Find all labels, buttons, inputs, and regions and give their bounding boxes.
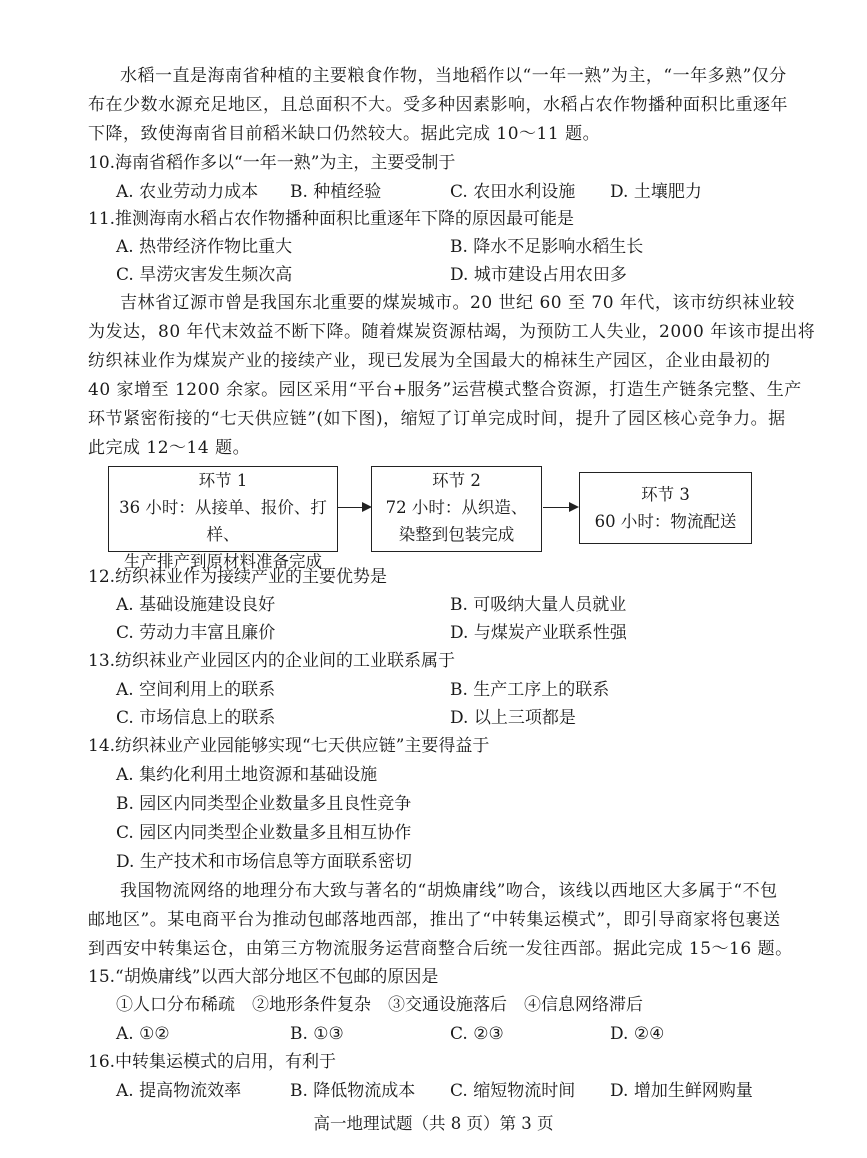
passage-line: 吉林省辽源市曾是我国东北重要的煤炭城市。20 世纪 60 至 70 年代，该市纺织袜业较 (120, 293, 795, 313)
option-b[interactable]: B. 可吸纳大量人员就业 (450, 595, 627, 615)
step-1-title: 环节 1 (198, 471, 248, 490)
step-3-title: 环节 3 (641, 485, 690, 504)
arrow-icon (338, 507, 370, 508)
option-c[interactable]: C. 园区内同类型企业数量多且相互协作 (116, 823, 412, 843)
option-d[interactable]: D. 以上三项都是 (450, 708, 576, 728)
arrow-icon (543, 507, 577, 508)
option-d[interactable]: D. 与煤炭产业联系性强 (450, 623, 627, 643)
option-b[interactable]: B. 种植经验 (290, 182, 382, 202)
question-stem: 16.中转集运模式的启用，有利于 (88, 1052, 337, 1072)
option-c[interactable]: C. 劳动力丰富且廉价 (116, 623, 276, 643)
option-d[interactable]: D. 生产技术和市场信息等方面联系密切 (116, 852, 412, 872)
option-a[interactable]: A. 农业劳动力成本 (116, 182, 259, 202)
option-a[interactable]: A. 集约化利用土地资源和基础设施 (116, 765, 378, 785)
question-stem: 15.“胡焕庸线”以西大部分地区不包邮的原因是 (88, 967, 439, 987)
question-stem: 12.纺织袜业作为接续产业的主要优势是 (88, 567, 388, 587)
question-items: ①人口分布稀疏 ②地形条件复杂 ③交通设施落后 ④信息网络滞后 (116, 995, 643, 1015)
option-b[interactable]: B. 生产工序上的联系 (450, 680, 610, 700)
page-footer: 高一地理试题（共 8 页）第 3 页 (313, 1114, 554, 1133)
option-d[interactable]: D. ②④ (610, 1024, 665, 1044)
option-d[interactable]: D. 土壤肥力 (610, 182, 702, 202)
passage-line: 纺织袜业作为煤炭产业的接续产业，现已发展为全国最大的棉袜生产园区，企业由最初的 (88, 351, 771, 371)
option-a[interactable]: A. 基础设施建设良好 (116, 595, 276, 615)
question-stem: 11.推测海南水稻占农作物播种面积比重逐年下降的原因最可能是 (88, 209, 575, 229)
passage-line: 环节紧密衔接的“七天供应链”(如下图)，缩短了订单完成时间，提升了园区核心竞争力。据 (88, 409, 786, 429)
passage-line: 布在少数水源充足地区，且总面积不大。受多种因素影响，水稻占农作物播种面积比重逐年 (88, 95, 788, 115)
option-b[interactable]: B. 降水不足影响水稻生长 (450, 237, 644, 257)
step-1-box (108, 466, 338, 571)
question-stem: 13.纺织袜业产业园区内的企业间的工业联系属于 (88, 651, 456, 671)
passage-line: 我国物流网络的地理分布大致与著名的“胡焕庸线”吻合，该线以西地区大多属于“不包 (120, 881, 778, 901)
question-stem: 14.纺织袜业产业园能够实现“七天供应链”主要得益于 (88, 736, 490, 756)
option-c[interactable]: C. 农田水利设施 (450, 182, 576, 202)
question-stem: 10.海南省稻作多以“一年一熟”为主，主要受制于 (88, 153, 456, 173)
option-b[interactable]: B. 降低物流成本 (290, 1081, 416, 1101)
step-3-box (579, 472, 752, 544)
option-c[interactable]: C. 旱涝灾害发生频次高 (116, 265, 293, 285)
passage-line: 到西安中转集运仓，由第三方物流服务运营商整合后统一发往西部。据此完成 15～16 题。 (88, 939, 793, 959)
step-1-line: 生产排产到原材料准备完成 (124, 552, 322, 571)
passage-line: 此完成 12～14 题。 (88, 438, 251, 458)
option-b[interactable]: B. ①③ (290, 1024, 344, 1044)
step-2-title: 环节 2 (432, 471, 481, 490)
step-1-line: 36 小时：从接单、报价、打样、 (119, 498, 327, 544)
step-2-line: 72 小时：从织造、 (385, 498, 528, 517)
option-d[interactable]: D. 增加生鲜网购量 (610, 1081, 753, 1101)
passage-line: 邮地区”。某电商平台为推动包邮落地西部，推出了“中转集运模式”，即引导商家将包裹送 (88, 910, 781, 930)
option-c[interactable]: C. ②③ (450, 1024, 504, 1044)
option-b[interactable]: B. 园区内同类型企业数量多且良性竞争 (116, 794, 412, 814)
option-c[interactable]: C. 市场信息上的联系 (116, 708, 276, 728)
passage-line: 水稻一直是海南省种植的主要粮食作物，当地稻作以“一年一熟”为主，“一年多熟”仅分 (120, 66, 787, 86)
option-c[interactable]: C. 缩短物流时间 (450, 1081, 576, 1101)
option-a[interactable]: A. ①② (116, 1024, 170, 1044)
step-2-box (371, 466, 542, 552)
passage-line: 40 家增至 1200 余家。园区采用“平台+服务”运营模式整合资源，打造生产链条完整、生产 (88, 380, 802, 400)
passage-line: 为发达，80 年代末效益不断下降。随着煤炭资源枯竭，为预防工人失业，2000 年该市提出将 (88, 322, 816, 342)
option-a[interactable]: A. 热带经济作物比重大 (116, 237, 293, 257)
step-3-line: 60 小时：物流配送 (594, 512, 737, 531)
step-2-line: 染整到包装完成 (398, 525, 515, 544)
option-a[interactable]: A. 空间利用上的联系 (116, 680, 276, 700)
option-a[interactable]: A. 提高物流效率 (116, 1081, 242, 1101)
option-d[interactable]: D. 城市建设占用农田多 (450, 265, 627, 285)
passage-line: 下降，致使海南省目前稻米缺口仍然较大。据此完成 10～11 题。 (88, 124, 601, 144)
